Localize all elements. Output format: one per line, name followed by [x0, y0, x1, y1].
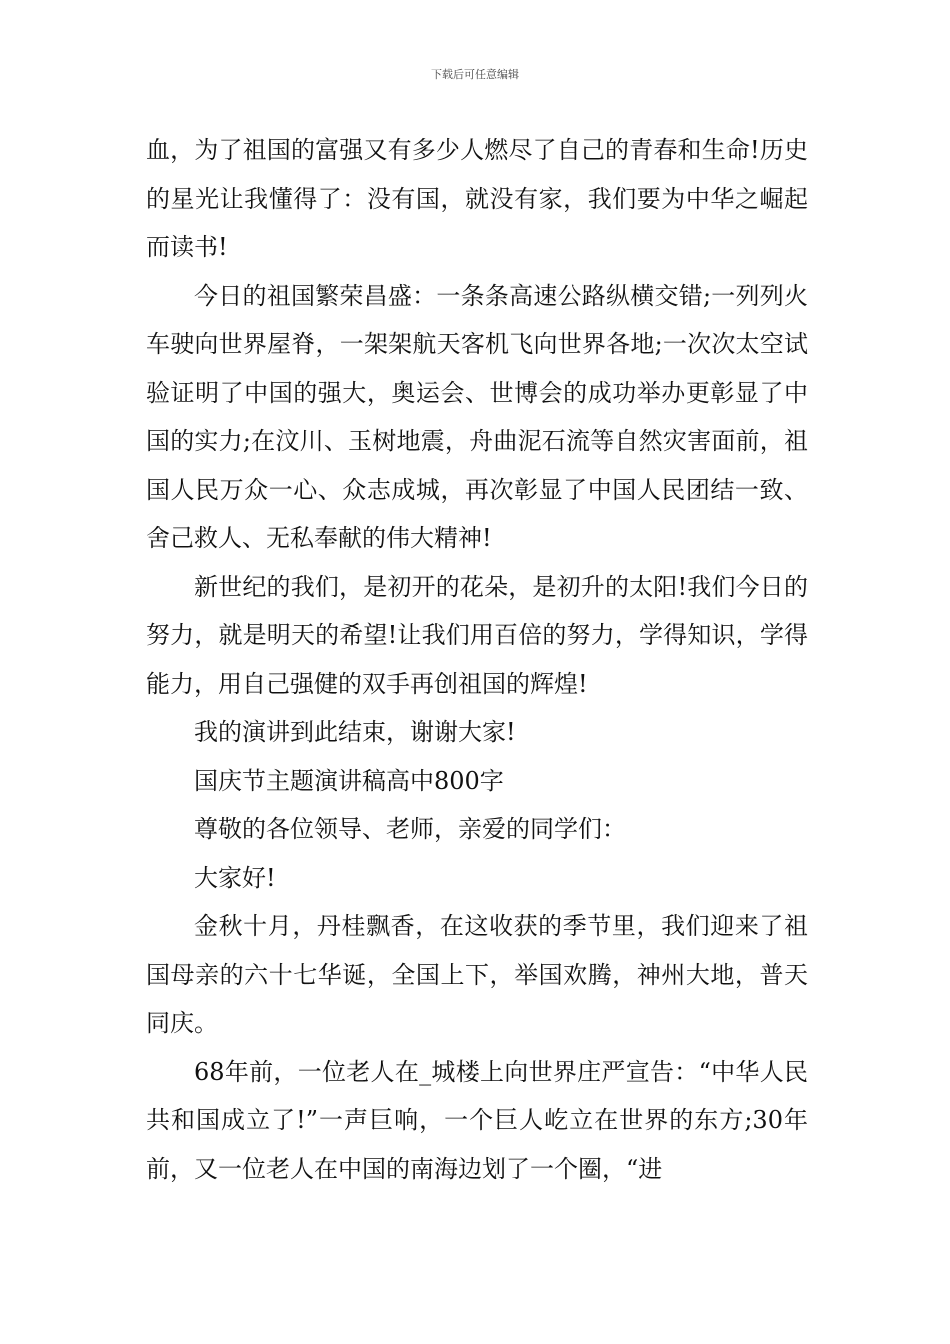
document-body [146, 126, 808, 1193]
greeting: 大家好! [194, 863, 276, 892]
paragraph-golden-autumn: 金秋十月，丹桂飘香，在这收获的季节里，我们迎来了祖国母亲的六十七华诞，全国上下，举国欢腾，神州大地，普天同庆。 [146, 912, 808, 1037]
page-header: 下载后可任意编辑 [431, 68, 519, 81]
closing-line: 我的演讲到此结束，谢谢大家! [194, 718, 516, 746]
paragraph-new-century: 新世纪的我们，是初开的花朵，是初升的太阳!我们今日的努力，就是明天的希望!让我们用百倍的努力，学得知识，学得能力，用自己强健的双手再创祖国的辉煌! [146, 572, 808, 698]
paragraph-continuation: 血，为了祖国的富强又有多少人燃尽了自己的青春和生命!历史的星光让我懂得了：没有国，就没有家，我们要为中华之崛起而读书! [146, 136, 808, 261]
paragraph-history: 68年前，一位老人在_城楼上向世界庄严宣告：“中华人民共和国成立了!”一声巨响，一个巨人屹立在世界的东方;30年前，又一位老人在中国的南海边划了一个圈，“进 [146, 1057, 808, 1183]
paragraph-prosperity: 今日的祖国繁荣昌盛：一条条高速公路纵横交错;一列列火车驶向世界屋脊，一架架航天客机飞向世界各地;一次次太空试验证明了中国的强大，奥运会、世博会的成功举办更彰显了中国的实力;在汶川、玉树地震，舟曲泥石流等自然灾害面前，祖国人民万众一心、众志成城，再次彰显了中国人民团结一致、舍己救人、无私奉献的伟大精神! [146, 281, 808, 552]
salutation: 尊敬的各位领导、老师，亲爱的同学们： [194, 815, 626, 843]
section-title: 国庆节主题演讲稿高中800字 [194, 766, 504, 795]
